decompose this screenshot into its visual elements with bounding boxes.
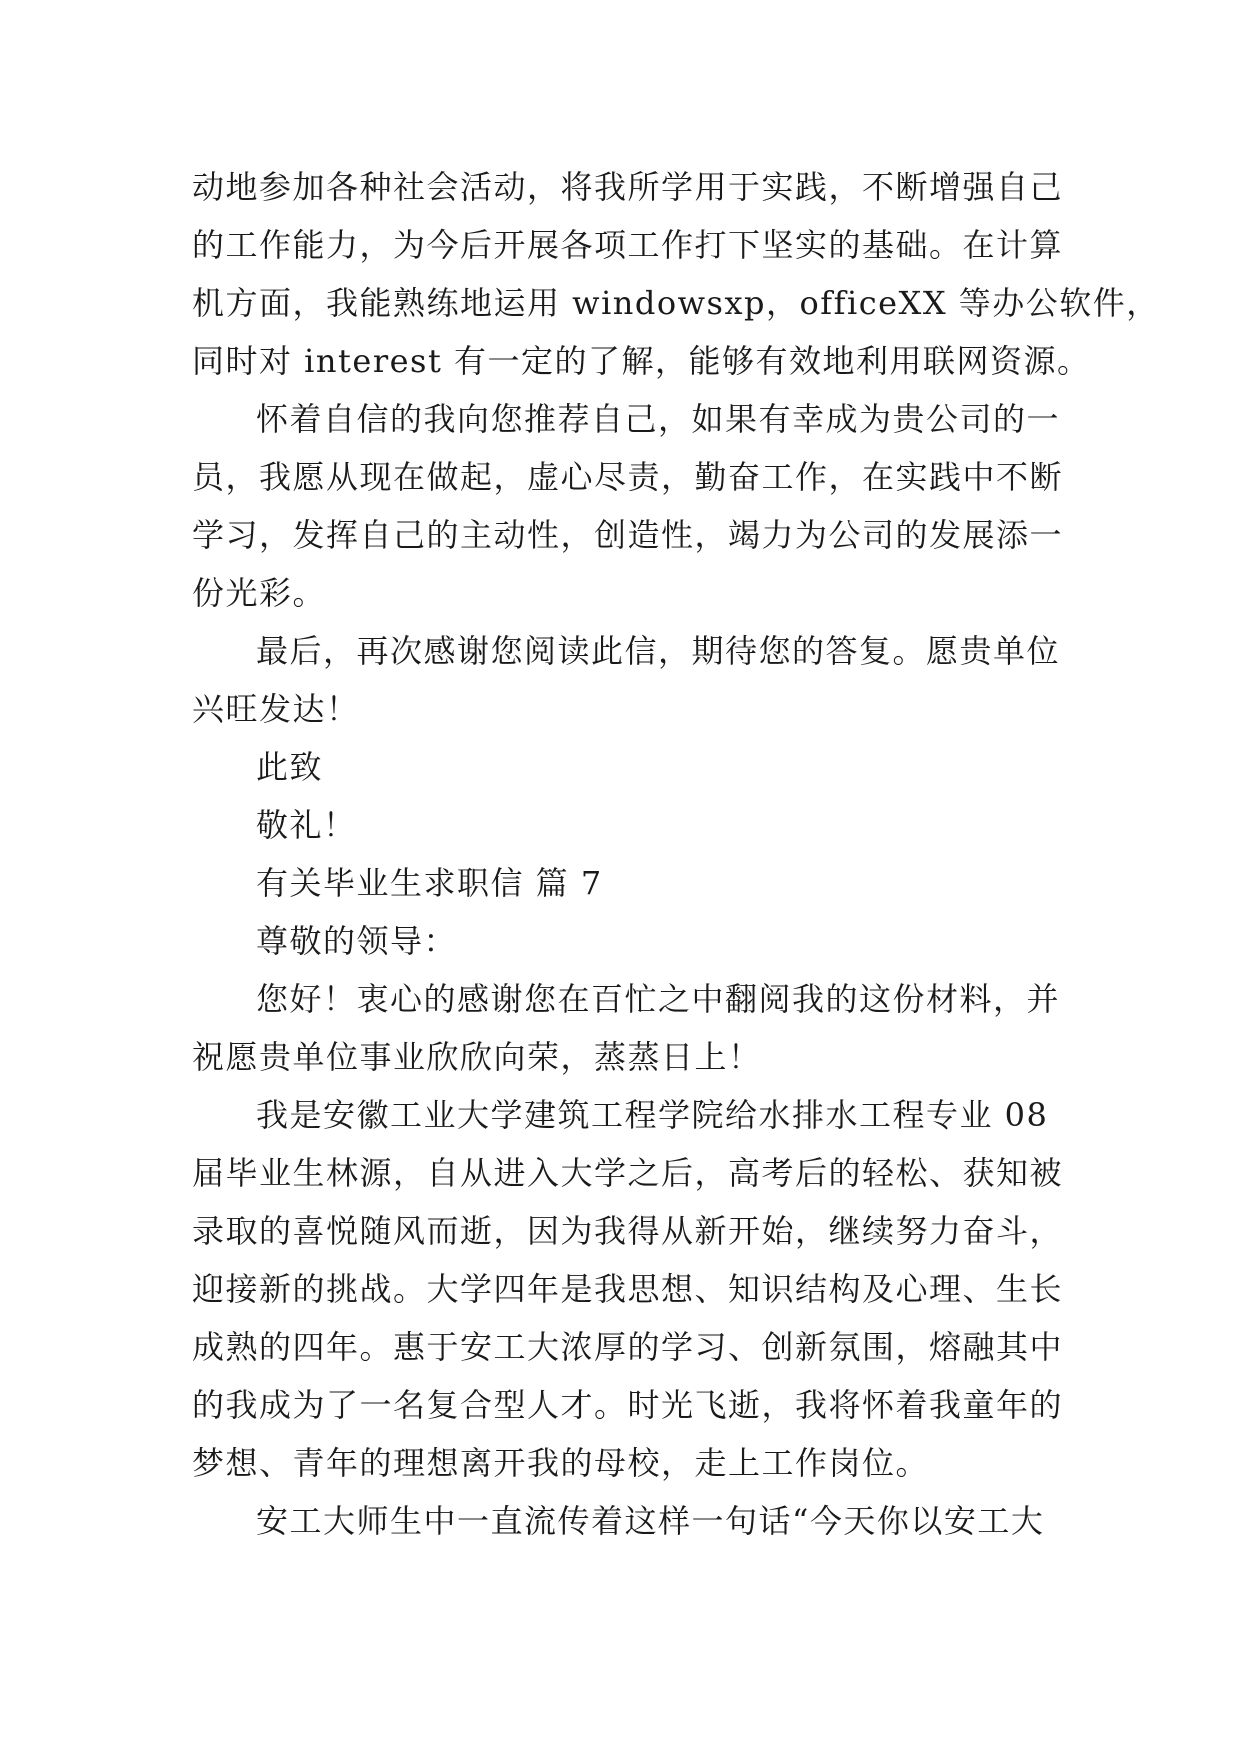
text-line: 学习，发挥自己的主动性，创造性，竭力为公司的发展添一 [192,516,1064,554]
text-line: 祝愿贵单位事业欣欣向荣，蒸蒸日上！ [192,1038,762,1076]
letter-greeting: 尊敬的领导： [256,922,458,960]
section-heading: 有关毕业生求职信 篇 7 [256,864,603,902]
text-line: 兴旺发达！ [192,690,360,728]
paragraph-start-line: 您好！衷心的感谢您在百忙之中翻阅我的这份材料，并 [256,980,1061,1018]
text-line: 份光彩。 [192,574,327,612]
text-line: 的工作能力，为今后开展各项工作打下坚实的基础。在计算 [192,226,1064,264]
text-line: 员，我愿从现在做起，虚心尽责，勤奋工作，在实践中不断 [192,458,1064,496]
closing-salutation: 此致 [256,748,324,786]
text-line: 迎接新的挑战。大学四年是我思想、知识结构及心理、生长 [192,1270,1064,1308]
text-line: 届毕业生林源，自从进入大学之后，高考后的轻松、获知被 [192,1154,1064,1192]
text-line: 机方面，我能熟练地运用 windowsxp，officeXX 等办公软件， [192,284,1160,322]
paragraph-start-line: 我是安徽工业大学建筑工程学院给水排水工程专业 08 [256,1096,1049,1134]
text-line: 的我成为了一名复合型人才。时光飞逝，我将怀着我童年的 [192,1386,1064,1424]
paragraph-start-line: 怀着自信的我向您推荐自己，如果有幸成为贵公司的一 [256,400,1061,438]
letter-body [192,158,1160,1550]
text-line: 梦想、青年的理想离开我的母校，走上工作岗位。 [192,1444,930,1482]
text-line: 录取的喜悦随风而逝，因为我得从新开始，继续努力奋斗， [192,1212,1064,1250]
paragraph-start-line: 最后，再次感谢您阅读此信，期待您的答复。愿贵单位 [256,632,1061,670]
text-line: 成熟的四年。惠于安工大浓厚的学习、创新氛围，熔融其中 [192,1328,1064,1366]
text-line: 动地参加各种社会活动，将我所学用于实践，不断增强自己 [192,168,1064,206]
paragraph-start-line: 安工大师生中一直流传着这样一句话“今天你以安工大 [256,1502,1045,1540]
text-line: 同时对 interest 有一定的了解，能够有效地利用联网资源。 [192,342,1091,380]
closing-regards: 敬礼！ [256,806,357,844]
